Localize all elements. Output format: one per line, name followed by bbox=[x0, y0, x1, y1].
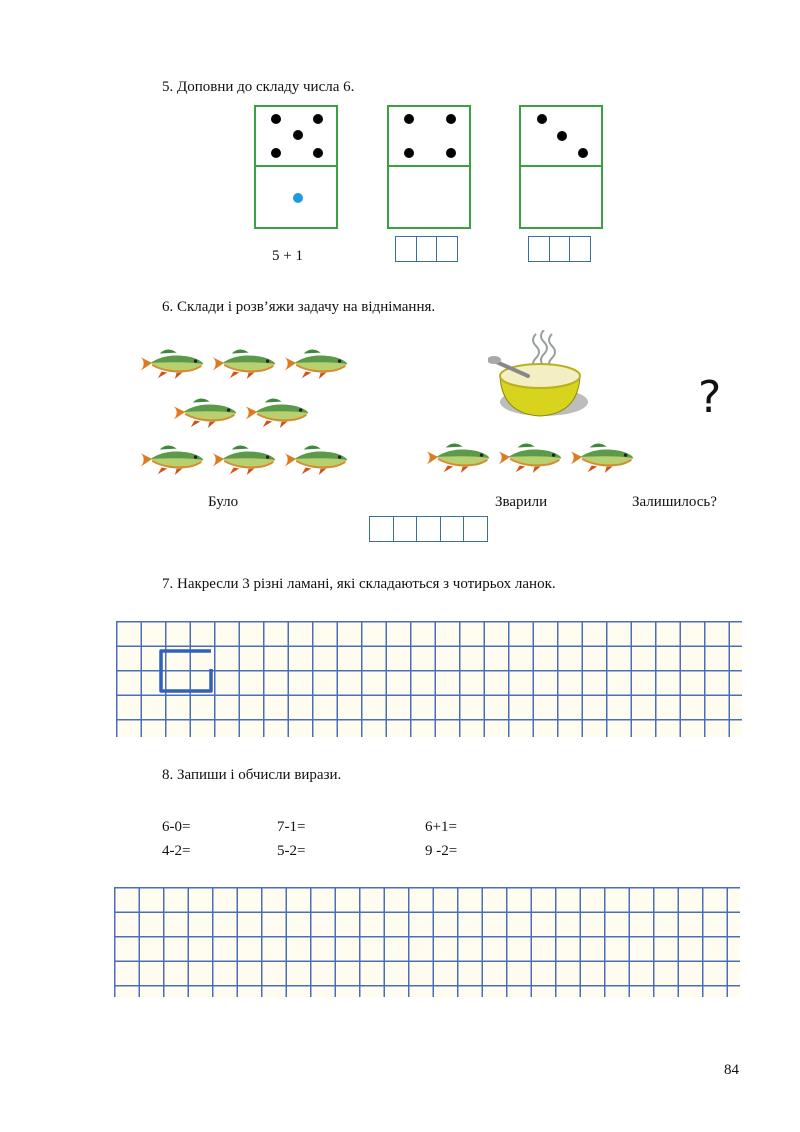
answer-cell[interactable] bbox=[416, 516, 441, 542]
dot bbox=[404, 148, 414, 158]
dot bbox=[271, 114, 281, 124]
dot bbox=[557, 131, 567, 141]
answer-cells-2[interactable] bbox=[395, 236, 458, 262]
answer-cell[interactable] bbox=[436, 236, 458, 262]
answer-cell[interactable] bbox=[393, 516, 418, 542]
answer-cells-task6[interactable] bbox=[369, 516, 488, 542]
fish-icon bbox=[138, 346, 206, 380]
answer-cell[interactable] bbox=[528, 236, 550, 262]
expression: 6-0= bbox=[162, 819, 191, 835]
fish-icon bbox=[138, 442, 206, 476]
dot bbox=[446, 148, 456, 158]
domino-bottom bbox=[256, 167, 336, 227]
label-cooked: Зварили bbox=[495, 494, 548, 510]
expression: 7-1= bbox=[277, 819, 306, 835]
fish-icon bbox=[210, 346, 278, 380]
task5-heading: 5. Доповни до складу числа 6. bbox=[162, 79, 355, 95]
fish-icon bbox=[282, 346, 350, 380]
dot bbox=[404, 114, 414, 124]
answer-cell[interactable] bbox=[416, 236, 438, 262]
answer-cell[interactable] bbox=[463, 516, 488, 542]
example-expression: 5 + 1 bbox=[272, 248, 303, 264]
domino-top bbox=[256, 107, 336, 167]
label-was: Було bbox=[208, 494, 239, 510]
dot bbox=[446, 114, 456, 124]
expression: 9 -2= bbox=[425, 843, 458, 859]
fish-icon bbox=[568, 440, 636, 474]
answer-cell[interactable] bbox=[549, 236, 571, 262]
dot bbox=[313, 114, 323, 124]
task8-heading: 8. Запиши і обчисли вирази. bbox=[162, 767, 342, 783]
grid-paper-task7[interactable] bbox=[116, 621, 742, 737]
task6-heading: 6. Склади і розв’яжи задачу на віднімання. bbox=[162, 299, 436, 315]
dot bbox=[293, 130, 303, 140]
fish-icon bbox=[282, 442, 350, 476]
dot bbox=[537, 114, 547, 124]
page-number: 84 bbox=[724, 1062, 739, 1078]
fish-icon bbox=[243, 395, 311, 429]
answer-cell[interactable] bbox=[369, 516, 394, 542]
answer-cells-3[interactable] bbox=[528, 236, 591, 262]
fish-icon bbox=[496, 440, 564, 474]
task7-heading: 7. Накресли 3 різні ламані, які складаються з чотирьох ланок. bbox=[162, 576, 556, 592]
domino-top bbox=[389, 107, 469, 167]
fish-icon bbox=[171, 395, 239, 429]
expression: 4-2= bbox=[162, 843, 191, 859]
fish-icon bbox=[210, 442, 278, 476]
answer-cell[interactable] bbox=[440, 516, 465, 542]
domino-card-1 bbox=[254, 105, 338, 229]
answer-cell[interactable] bbox=[569, 236, 591, 262]
grid-paper-task8[interactable] bbox=[114, 887, 740, 997]
dot bbox=[578, 148, 588, 158]
domino-card-3 bbox=[519, 105, 603, 229]
dot bbox=[271, 148, 281, 158]
answer-cell[interactable] bbox=[395, 236, 417, 262]
label-left: Залишилось? bbox=[632, 494, 717, 510]
question-mark: ? bbox=[698, 372, 722, 423]
example-polyline bbox=[116, 621, 742, 737]
fish-icon bbox=[424, 440, 492, 474]
domino-card-2 bbox=[387, 105, 471, 229]
domino-top bbox=[521, 107, 601, 167]
domino-bottom-empty[interactable] bbox=[521, 167, 601, 227]
dot bbox=[313, 148, 323, 158]
domino-bottom-empty[interactable] bbox=[389, 167, 469, 227]
soup-bowl-icon bbox=[488, 330, 592, 426]
blue-dot bbox=[293, 193, 303, 203]
expression: 5-2= bbox=[277, 843, 306, 859]
expression: 6+1= bbox=[425, 819, 457, 835]
